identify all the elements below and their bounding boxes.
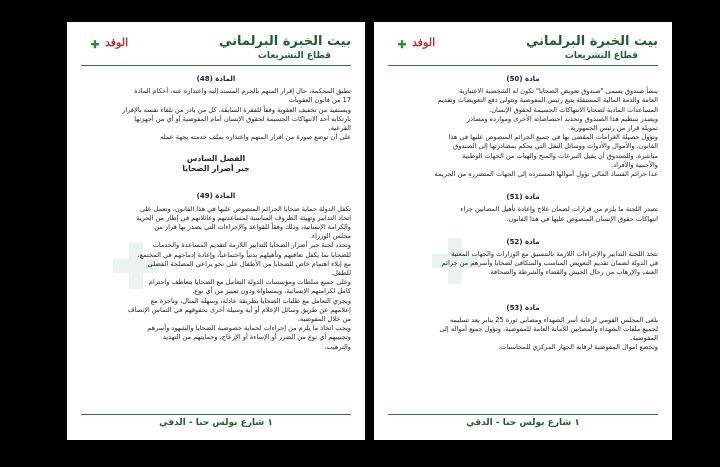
article-53-line: المفوضية.	[630, 334, 658, 343]
article-49-line: وعلى جميع سلطات ومؤسسات الدولة التعامل مع الضحايا بتعاطف واحترام	[148, 278, 351, 287]
wafd-logo-icon	[390, 32, 446, 60]
page-body	[81, 70, 351, 410]
article-53-line: لجميع ملفات الشهداء والمصابين للأمانة العامة للمفوضية، وتؤول جميع أمواله إلى	[439, 325, 658, 334]
article-51-line: تصدر اللجنة ما يلزم من قرارات لضمان علاج وإعادة تأهيل المصابين جراء	[460, 205, 658, 214]
article-49-line: والكرامة الإنسانية، وذلك وفقاً للقواعد والإجراءات التي يصدر بها قرار من	[154, 223, 351, 232]
page-header	[67, 30, 365, 64]
document-page-left	[67, 22, 365, 440]
article-49-line: ويجري التعامل مع طلبات الضحايا بطريقة عادلة، وسهلة المنال، وناجزة مع	[150, 296, 351, 305]
article-53-line: وتخضع اموال المفوضية لرقابة الجهاز المركزي للمحاسبات.	[498, 343, 658, 352]
article-48-title: المادة (48)	[196, 75, 236, 83]
article-50-title: مادة (50)	[506, 75, 540, 83]
article-50-line: مباشرة. وللصندوق أن يقبل التبرعات والمنح والهبات من الجهات الوطنية	[462, 151, 658, 160]
logo-text: الوفد	[105, 36, 129, 49]
header-divider	[388, 65, 658, 66]
page-header	[374, 30, 672, 64]
article-48-line: على أن توضع صورة من اقرار المتهم واعتذاره بملف خدمته بجهة عمله	[160, 133, 351, 142]
article-49-line: ويجب اتخاذ ما يلزم من إجراءات لحماية خصوصية الضحايا والشهود وأسرهم	[147, 324, 351, 333]
article-52-title: مادة (52)	[506, 237, 540, 246]
article-52-line: العنف والإرهاب من رجال الجيش والقضاء والشرطة والصحافة.	[488, 268, 658, 277]
article-50-line: القانون، والأموال والأدوات ووسائل النقل التي يحكم بمصادرتها إلى الصندوق	[453, 142, 658, 151]
document-page-right	[374, 22, 672, 440]
article-50-line: تمويله قرار من رئيس الجمهورية.	[568, 124, 658, 133]
article-49-line: تكفل الدولة حماية ضحايا الجرائم المنصوص عليها في هذا القانون، وتعمل على	[140, 204, 351, 213]
article-50-line: عدا جرائم الفساد المالي تؤول أموالها المسترده إلى الجهات المتضرره من الجريمة	[434, 170, 658, 179]
article-53-line: يلغى المجلس القومي لرعاية أسر الشهداء ومصابي ثورة 25 يناير بعد تسليمه	[449, 315, 658, 324]
footer-divider	[81, 414, 351, 415]
header-subtitle: قطاع التشريعات	[257, 51, 331, 61]
article-49-line: للضحايا بما يكفل تعافيهم وتأهيلهم بدنياً واجتماعياً، وإعادة إدماجهم في المجتمع،	[137, 250, 351, 259]
article-48-line: الفرعية.	[328, 124, 351, 133]
article-49-line: مع إيلاء اهتمام خاص للضحايا من الأطفال على نحو يراعي المصلحة الفضلى	[147, 259, 351, 268]
article-49-line: إعلامهم عن طريق وسائل الإعلام أو أية وسيلة أخرى بحقوقهم في التماس الإنصاف	[127, 305, 351, 314]
article-49-line: من خلال المفوضية.	[297, 315, 351, 324]
article-49-line: كامل لكرامتهم الإنسانية، وبمساواة ودون تمييز من أي نوع.	[192, 287, 351, 296]
chapter-subtitle: جبر أضرار الضحايا	[182, 164, 250, 174]
article-53-title: مادة (53)	[506, 303, 540, 312]
article-52-line: في الدولة لضمان تقديم التعويض المناسب والمتكافئ لضحايا وأسرهم من جرائم	[441, 259, 658, 268]
wafd-logo-icon	[83, 32, 139, 60]
header-title: بيت الخبرة البرلماني	[218, 34, 351, 49]
page-body	[388, 70, 658, 410]
article-50-line: ينشأ صندوق يسمى "صندوق تعويض الضحايا" تكون له الشخصية الاعتبارية	[459, 87, 658, 96]
article-50-line: وتؤول حصيلة الغرامات المقضى بها في جميع الجرائم المنصوص عليها في هذا	[448, 133, 658, 142]
article-49-line: وتجنيبهم أي نوع من الضرر أو الإساءة أو الإزعاج، وحمايتهم من التهديد	[162, 333, 351, 342]
logo-text: الوفد	[412, 36, 436, 49]
article-49-line: مجلس الوزراء.	[309, 232, 351, 241]
article-49-title: المادة (49)	[196, 192, 236, 201]
article-51-title: مادة (51)	[506, 193, 540, 202]
chapter-title: الفصل السادس	[186, 154, 246, 164]
article-48-line: 17 من قانون العقوبات	[288, 96, 351, 105]
article-50-line: العامة والذمة المالية المستقلة يتبع رئيس المفوضية ويتولى دفع التعويضات وتقديم	[437, 96, 658, 105]
page-footer: ١ شارع بولس حنا - الدقي	[159, 418, 273, 428]
article-49-line: وتحدد لجنة جبر أضرار الضحايا التدابير اللازمة لتقديم المساعدة والخدمات	[152, 241, 351, 250]
article-50-line: ويصدر بتنظيم هذا الصندوق وتحديد اختصاصاته الأخرى وموارده ومصادر	[466, 114, 658, 123]
footer-divider	[388, 414, 658, 415]
header-subtitle: قطاع التشريعات	[564, 51, 638, 61]
article-50-line: المساعدات المادية لضحايا الانتهاكات الجسيمة لحقوق الإنسان.	[489, 105, 658, 114]
header-divider	[81, 65, 351, 66]
article-48-line: ويستفيد من تخفيف العقوبة وفقاً للفقرة السابقة، كل من بادر من تلقاء نفسه بالإقرار	[122, 105, 351, 114]
page-footer: ١ شارع بولس حنا - الدقي	[466, 418, 580, 428]
article-49-line: اتخاذ التدابير وتهيئة الظروف المناسبة لمساعدتهم وعائلاتهم في إطار من الحرية	[136, 213, 351, 222]
article-48-line: تطبق المحكمة، حال إقرار المتهم بالجرم المسند إليه واعتذاره عنه، أحكام المادة	[134, 87, 351, 96]
article-52-line: تتخذ اللجنة التدابير والإجراءات اللازمة بالتنسيق مع الوزارات والجهات المعنية	[451, 250, 658, 259]
article-49-line: والترهيب.	[324, 342, 351, 351]
header-title: بيت الخبرة البرلماني	[525, 34, 658, 49]
article-51-line: انتهاكات حقوق الإنسان المنصوص عليها في هذا القانون.	[506, 214, 658, 223]
article-48-line: بارتكابه أحد الانتهاكات الجسيمة لحقوق الإنسان أمام المفوضية أو أي من أجهزتها	[134, 114, 351, 123]
article-50-line: والأجنبية والأفراد.	[611, 160, 658, 169]
article-49-line: للطفل.	[330, 269, 351, 278]
